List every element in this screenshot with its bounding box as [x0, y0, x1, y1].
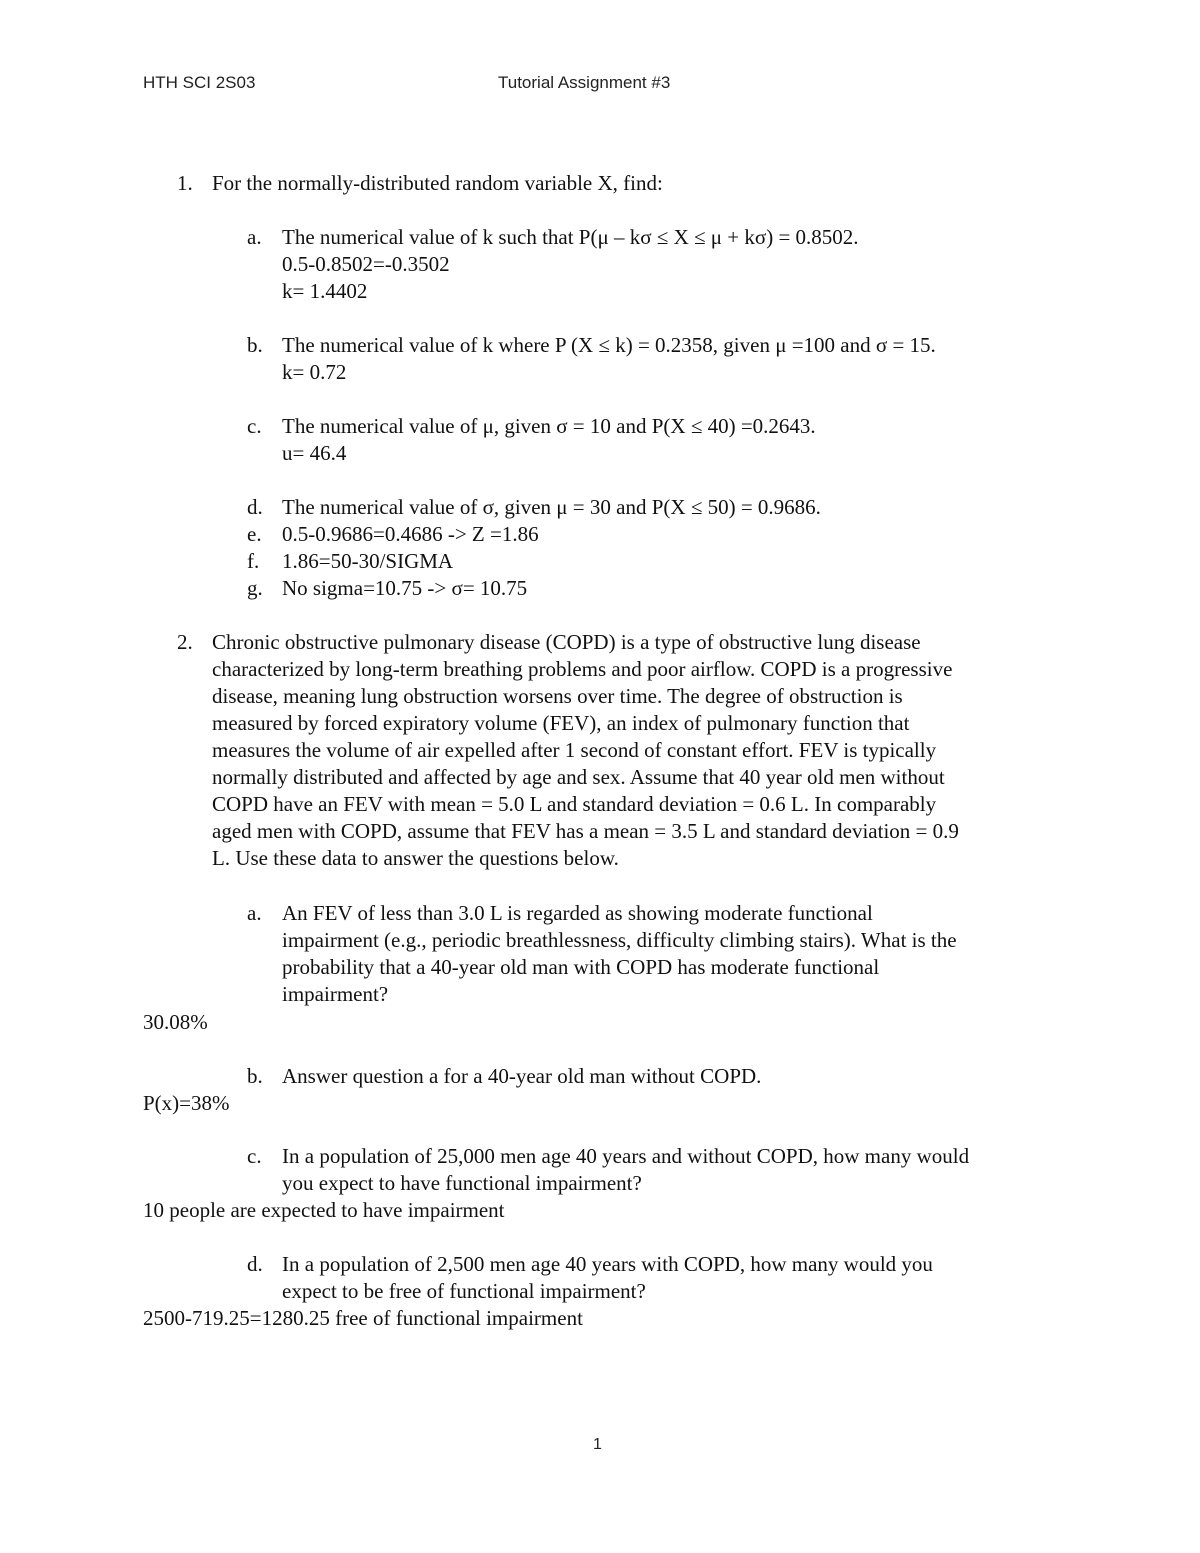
q2-stem-line: Chronic obstructive pulmonary disease (COPD) is a type of obstructive lung disease [212, 630, 921, 654]
q1a-work: 0.5-0.8502=-0.3502 [282, 252, 450, 276]
q1g-label: g. [247, 576, 263, 600]
q2b-text: Answer question a for a 40-year old man without COPD. [282, 1064, 762, 1088]
q1a-label: a. [247, 225, 262, 249]
q2a-answer: 30.08% [143, 1010, 208, 1034]
q2d-text-line: In a population of 2,500 men age 40 years with COPD, how many would you [282, 1252, 933, 1276]
q1f-text: 1.86=50-30/SIGMA [282, 549, 454, 573]
q2b-answer: P(x)=38% [143, 1091, 230, 1115]
q2-stem-line: aged men with COPD, assume that FEV has a mean = 3.5 L and standard deviation = 0.9 [212, 819, 959, 843]
q1a-text: The numerical value of k such that P(μ – kσ ≤ X ≤ μ + kσ) = 0.8502. [282, 225, 859, 249]
q2-stem-line: measures the volume of air expelled after 1 second of constant effort. FEV is typically [212, 738, 937, 762]
q1c-text: The numerical value of μ, given σ = 10 and P(X ≤ 40) =0.2643. [282, 414, 816, 438]
q1c-label: c. [247, 414, 262, 438]
q2a-text-line: An FEV of less than 3.0 L is regarded as showing moderate functional [282, 901, 873, 925]
q2-stem-line: characterized by long-term breathing problems and poor airflow. COPD is a progressive [212, 657, 953, 681]
q2a-text-line: probability that a 40-year old man with COPD has moderate functional [282, 955, 880, 979]
q1f-label: f. [247, 549, 260, 573]
q1-number: 1. [177, 171, 193, 195]
q2c-answer: 10 people are expected to have impairment [143, 1198, 505, 1222]
q2-stem-line: L. Use these data to answer the questions below. [212, 846, 619, 870]
q2-stem-line: normally distributed and affected by age and sex. Assume that 40 year old men without [212, 765, 945, 789]
q2a-text-line: impairment? [282, 982, 389, 1006]
q1a-answer: k= 1.4402 [282, 279, 368, 303]
q2d-answer: 2500-719.25=1280.25 free of functional impairment [143, 1306, 583, 1330]
assignment-title: Tutorial Assignment #3 [498, 73, 671, 92]
q1b-text: The numerical value of k where P (X ≤ k) = 0.2358, given μ =100 and σ = 15. [282, 333, 936, 357]
q1b-label: b. [247, 333, 263, 357]
q2d-label: d. [247, 1252, 263, 1276]
course-code: HTH SCI 2S03 [143, 73, 256, 92]
q1e-label: e. [247, 522, 262, 546]
q2-stem-line: disease, meaning lung obstruction worsens over time. The degree of obstruction is [212, 684, 903, 708]
q1b-answer: k= 0.72 [282, 360, 347, 384]
q2b-label: b. [247, 1064, 263, 1088]
q1d-text: The numerical value of σ, given μ = 30 and P(X ≤ 50) = 0.9686. [282, 495, 821, 519]
q1e-text: 0.5-0.9686=0.4686 -> Z =1.86 [282, 522, 539, 546]
q1g-text: No sigma=10.75 -> σ= 10.75 [282, 576, 528, 600]
q2-stem-line: measured by forced expiratory volume (FEV), an index of pulmonary function that [212, 711, 910, 735]
q2c-text-line: you expect to have functional impairment? [282, 1171, 642, 1195]
q2d-text-line: expect to be free of functional impairment? [282, 1279, 646, 1303]
q2-stem-line: COPD have an FEV with mean = 5.0 L and standard deviation = 0.6 L. In comparably [212, 792, 937, 816]
q1c-answer: u= 46.4 [282, 441, 347, 465]
q2c-label: c. [247, 1144, 262, 1168]
q1-stem: For the normally-distributed random variable X, find: [212, 171, 663, 195]
q1d-label: d. [247, 495, 263, 519]
page-number: 1 [593, 1436, 602, 1453]
q2c-text-line: In a population of 25,000 men age 40 years and without COPD, how many would [282, 1144, 970, 1168]
q2a-text-line: impairment (e.g., periodic breathlessness, difficulty climbing stairs). What is the [282, 928, 957, 952]
q2-number: 2. [177, 630, 193, 654]
q2a-label: a. [247, 901, 262, 925]
